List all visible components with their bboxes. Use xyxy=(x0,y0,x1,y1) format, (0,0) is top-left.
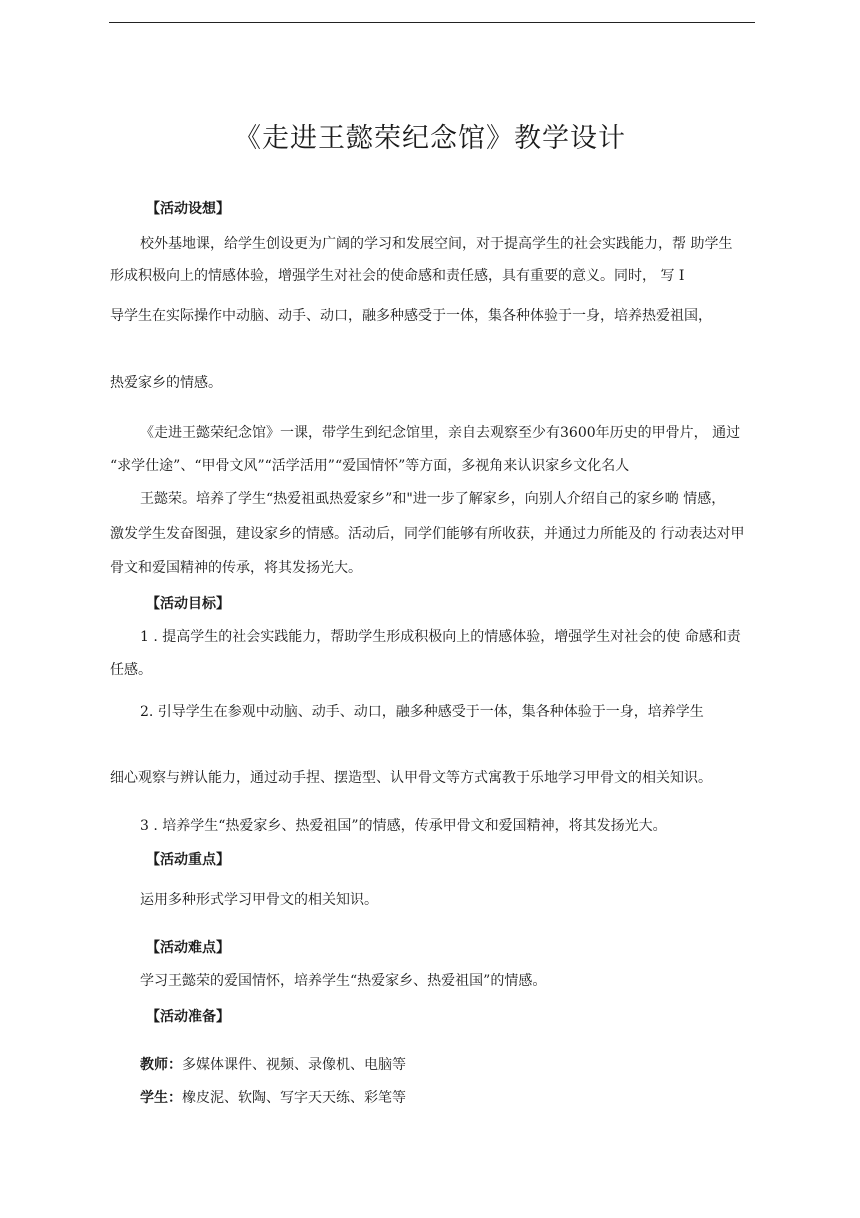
paragraph-line: 形成积极向上的情感体验，增强学生对社会的使命感和责任感，具有重要的意义。同时， 写 I xyxy=(110,268,685,284)
paragraph-line: 任感。 xyxy=(110,662,152,678)
paragraph-line: 2. 引导学生在参观中动脑、动手、动口，融多种感受于一体，集各种体验于一身，培养学生 xyxy=(140,704,704,720)
section-heading-difficulty: 【活动难点】 xyxy=(146,940,230,956)
top-rule xyxy=(109,22,755,23)
paragraph-line: “求学仕途”、“甲骨文风”“活学活用”“爱国情怀”等方面，多视角来认识家乡文化名人 xyxy=(110,458,630,474)
paragraph-line: 导学生在实际操作中动脑、动手、动口，融多种感受于一体，集各种体验于一身，培养热爱祖国， xyxy=(110,308,712,324)
document-title: 《走进王懿荣纪念馆》教学设计 xyxy=(234,123,626,154)
paragraph-line: 学习王懿荣的爱国情怀，培养学生“热爱家乡、热爱祖国”的情感。 xyxy=(140,973,547,989)
paragraph-line: 校外基地课，给学生创设更为广阔的学习和发展空间，对于提高学生的社会实践能力，帮 助学生 xyxy=(140,236,733,252)
student-text: 橡皮泥、软陶、写字天天练、彩笔等 xyxy=(182,1090,406,1106)
teacher-label: 教师： xyxy=(140,1057,182,1073)
section-heading-idea: 【活动设想】 xyxy=(146,201,230,217)
paragraph-line: 运用多种形式学习甲骨文的相关知识。 xyxy=(140,892,378,908)
section-heading-key-point: 【活动重点】 xyxy=(146,852,230,868)
section-heading-goals: 【活动目标】 xyxy=(146,596,230,612)
student-label: 学生： xyxy=(140,1090,182,1106)
teacher-text: 多媒体课件、视频、录像机、电脑等 xyxy=(182,1057,406,1073)
paragraph-line: 王懿荣。培养了学生“热爱祖虱热爱家乡”和"进一步了解家乡，向别人介绍自己的家乡啲 情感， xyxy=(140,491,726,507)
paragraph-line: 激发学生发奋图强，建设家乡的情感。活动后，同学们能够有所收获，并通过力所能及的 行动表达对甲 xyxy=(110,526,745,542)
section-heading-preparation: 【活动准备】 xyxy=(146,1009,230,1025)
paragraph-line: 3 . 培养学生“热爱家乡、热爱祖国”的情感，传承甲骨文和爱国精神，将其发扬光大。 xyxy=(140,818,667,834)
paragraph-line: 热爱家乡的情感。 xyxy=(110,375,222,391)
paragraph-line: 《走进王懿荣纪念馆》一课，带学生到纪念馆里，亲自去观察至少有3600年历史的甲骨片， 通过 xyxy=(140,425,741,441)
student-materials xyxy=(140,1088,406,1108)
paragraph-line: 骨文和爱国精神的传承，将其发扬光大。 xyxy=(110,560,362,576)
paragraph-line: 1 . 提高学生的社会实践能力，帮助学生形成积极向上的情感体验，增强学生对社会的使 命感和责 xyxy=(140,629,741,645)
teacher-materials xyxy=(140,1055,406,1075)
paragraph-line: 细心观察与辨认能力，通过动手捏、摆造型、认甲骨文等方式寓教于乐地学习甲骨文的相关知识。 xyxy=(110,770,712,786)
